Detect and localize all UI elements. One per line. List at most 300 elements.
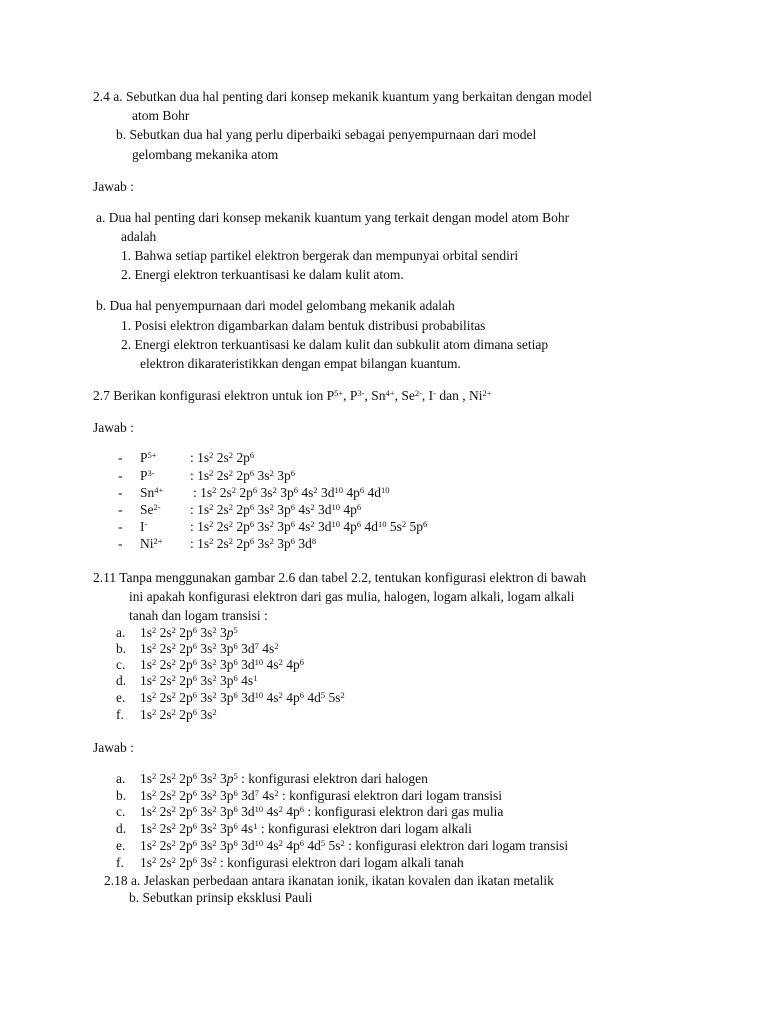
orbital: 3s bbox=[257, 502, 270, 517]
occupancy: 2 bbox=[152, 788, 157, 799]
occupancy: 2 bbox=[228, 519, 234, 530]
item-description: : konfigurasi elektron dari logam transisi bbox=[348, 838, 569, 853]
orbital: 4d bbox=[367, 485, 381, 500]
occupancy: 10 bbox=[254, 804, 264, 815]
orbital: 4s bbox=[298, 502, 311, 517]
orbital: 3s bbox=[200, 855, 213, 870]
occupancy: 6 bbox=[249, 536, 255, 547]
occupancy: 2 bbox=[340, 690, 345, 701]
occupancy: 5 bbox=[233, 625, 238, 636]
occupancy: 10 bbox=[254, 838, 264, 849]
orbital: 2s bbox=[159, 673, 172, 688]
occupancy: 6 bbox=[293, 485, 298, 496]
occupancy: 6 bbox=[192, 707, 198, 718]
item-config bbox=[140, 837, 568, 855]
occupancy: 6 bbox=[249, 502, 255, 513]
orbital: 5s bbox=[328, 838, 341, 853]
item-config bbox=[140, 770, 428, 788]
orbital: 5s bbox=[328, 690, 341, 705]
bullet-dash: - bbox=[118, 502, 123, 517]
ion-config: : $1s^2$ $2s^2$ $2p^6$ $3s^2$ $3p^6$ $3d^8$ bbox=[190, 536, 317, 551]
ion-charge: 3- bbox=[147, 468, 155, 479]
occupancy: 2 bbox=[212, 641, 217, 652]
ion-config: : $1s^2$ $2s^2$ $2p^6$ $3s^2$ $3p^6$ $4s^2$ $3d^{10}$ $4p^6$ $4d^{10}$ bbox=[193, 485, 390, 500]
occupancy: 2 bbox=[310, 519, 315, 530]
occupancy: 2 bbox=[269, 536, 274, 547]
occupancy: 2 bbox=[152, 657, 157, 668]
orbital: 3s bbox=[200, 771, 213, 786]
occupancy: 6 bbox=[233, 838, 238, 849]
item-config bbox=[140, 803, 503, 821]
orbital: 4p bbox=[343, 502, 357, 517]
orbital: 2p bbox=[179, 707, 193, 722]
occupancy: 6 bbox=[233, 657, 238, 668]
occupancy: 6 bbox=[252, 485, 258, 496]
orbital: 4s bbox=[266, 690, 279, 705]
orbital: 2p bbox=[179, 673, 193, 688]
orbital: 2p bbox=[236, 519, 250, 534]
orbital: 2s bbox=[159, 657, 172, 672]
occupancy: 2 bbox=[209, 468, 214, 479]
occupancy: 6 bbox=[422, 519, 428, 530]
ion-charge: 2- bbox=[153, 502, 161, 513]
a24-b-line1: b. Dua hal penyempurnaan dari model gelombang mekanik adalah bbox=[96, 298, 455, 313]
orbital: 2p bbox=[236, 450, 250, 465]
ion-symbol bbox=[140, 518, 147, 536]
occupancy: 2 bbox=[310, 502, 315, 513]
orbital: 3d bbox=[298, 536, 312, 551]
occupancy: 2 bbox=[152, 707, 157, 718]
occupancy: 10 bbox=[380, 485, 390, 496]
orbital: 1s bbox=[140, 673, 153, 688]
occupancy: 2 bbox=[340, 838, 345, 849]
orbital: 2s bbox=[159, 804, 172, 819]
occupancy: 6 bbox=[299, 804, 304, 815]
item-config bbox=[140, 672, 257, 690]
occupancy: 2 bbox=[171, 771, 176, 782]
item-description: : konfigurasi elektron dari halogen bbox=[241, 771, 428, 786]
occupancy: 5 bbox=[320, 838, 326, 849]
orbital: 1s bbox=[197, 502, 210, 517]
orbital: 1s bbox=[140, 838, 153, 853]
orbital: 2s bbox=[159, 690, 172, 705]
occupancy: 6 bbox=[233, 690, 238, 701]
orbital: 3s bbox=[200, 641, 213, 656]
orbital: 3p bbox=[277, 502, 291, 517]
orbital: 2p bbox=[179, 788, 193, 803]
occupancy: 2 bbox=[401, 519, 407, 530]
occupancy: 6 bbox=[356, 502, 362, 513]
occupancy: 6 bbox=[192, 690, 198, 701]
occupancy: 2 bbox=[152, 641, 157, 652]
orbital: 1s bbox=[197, 519, 210, 534]
orbital: 4s bbox=[266, 657, 279, 672]
orbital: 2s bbox=[216, 450, 229, 465]
item-letter: f. bbox=[116, 855, 124, 870]
occupancy: 2 bbox=[228, 468, 234, 479]
occupancy: 7 bbox=[254, 641, 259, 652]
orbital: 1s bbox=[140, 707, 153, 722]
occupancy: 2 bbox=[228, 536, 234, 547]
orbital: 3s bbox=[257, 536, 270, 551]
orbital: 3s bbox=[200, 690, 213, 705]
item-letter: c. bbox=[116, 657, 126, 672]
item-config bbox=[140, 706, 217, 724]
orbital: 3s bbox=[200, 707, 213, 722]
a24-a-item2: 2. Energi elektron terkuantisasi ke dalam kulit atom. bbox=[121, 267, 404, 282]
occupancy: 2 bbox=[171, 804, 176, 815]
occupancy: 10 bbox=[254, 690, 264, 701]
occupancy: 2 bbox=[231, 485, 237, 496]
jawab-label: Jawab : bbox=[93, 179, 134, 194]
bullet-dash: - bbox=[118, 536, 123, 551]
ion-symbol bbox=[140, 535, 163, 553]
orbital: 3d bbox=[317, 502, 332, 517]
ion-symbol bbox=[140, 449, 157, 467]
orbital: 3p bbox=[220, 625, 234, 640]
orbital: 3p bbox=[220, 690, 234, 705]
ion-charge: 4+ bbox=[154, 485, 164, 496]
orbital: 3p bbox=[277, 468, 291, 483]
occupancy: 2 bbox=[152, 855, 157, 866]
occupancy: 5 bbox=[233, 771, 238, 782]
item-letter: a. bbox=[116, 625, 126, 640]
occupancy: 6 bbox=[249, 519, 255, 530]
orbital: 1s bbox=[140, 821, 153, 836]
ion-element: P bbox=[140, 450, 148, 465]
item-letter: e. bbox=[116, 838, 126, 853]
orbital: 2s bbox=[159, 641, 172, 656]
orbital: 3s bbox=[257, 468, 270, 483]
orbital: 4d bbox=[307, 838, 321, 853]
ion-config: : $1s^2$ $2s^2$ $2p^6$ $3s^2$ $3p^6$ $4s^2$ $3d^{10}$ $4p^6$ $4d^{10}$ $5s^2$ $5p^6$ bbox=[190, 519, 428, 534]
ion-symbol bbox=[140, 467, 155, 485]
orbital: 4p bbox=[346, 485, 360, 500]
ion-config: : $1s^2$ $2s^2$ $2p^6$ $3s^2$ $3p^6$ $4s^2$ $3d^{10}$ $4p^6$ bbox=[190, 502, 362, 517]
occupancy: 2 bbox=[171, 690, 176, 701]
occupancy: 2 bbox=[212, 657, 217, 668]
orbital: 3d bbox=[317, 519, 332, 534]
occupancy: 2 bbox=[152, 625, 157, 636]
occupancy: 2 bbox=[228, 450, 234, 461]
occupancy: 2 bbox=[209, 536, 214, 547]
orbital: 3p bbox=[220, 657, 234, 672]
item-description: : konfigurasi elektron dari logam transisi bbox=[281, 788, 503, 803]
bullet-dash: - bbox=[118, 450, 123, 465]
orbital: 1s bbox=[140, 771, 153, 786]
orbital: 4p bbox=[286, 804, 300, 819]
orbital: 4s bbox=[298, 519, 311, 534]
orbital: 3d bbox=[241, 788, 255, 803]
a24-b-item1: 1. Posisi elektron digambarkan dalam bentuk distribusi probabilitas bbox=[121, 318, 486, 333]
occupancy: 10 bbox=[334, 485, 343, 496]
orbital: 4d bbox=[307, 690, 321, 705]
occupancy: 2 bbox=[152, 838, 157, 849]
occupancy: 6 bbox=[192, 804, 198, 815]
occupancy: 2 bbox=[152, 673, 157, 684]
ion-config: : $1s^2$ $2s^2$ $2p^6$ bbox=[190, 450, 255, 465]
ion-element: I bbox=[140, 519, 145, 534]
orbital: 1s bbox=[140, 804, 153, 819]
occupancy: 2 bbox=[278, 657, 283, 668]
occupancy: 10 bbox=[377, 519, 387, 530]
orbital: 2p bbox=[179, 804, 193, 819]
orbital: 1s bbox=[140, 788, 153, 803]
a24-a-line1: a. Dua hal penting dari konsep mekanik kuantum yang terkait dengan model atom Bohr bbox=[96, 210, 570, 225]
orbital: 5p bbox=[409, 519, 423, 534]
occupancy: 2 bbox=[171, 625, 176, 636]
item-config bbox=[140, 689, 345, 707]
orbital: 2p bbox=[179, 821, 193, 836]
orbital: 2s bbox=[159, 707, 172, 722]
item-letter: d. bbox=[116, 821, 127, 836]
occupancy: 2 bbox=[272, 485, 277, 496]
orbital: 3s bbox=[200, 625, 213, 640]
ion-element: Sn bbox=[140, 485, 155, 500]
orbital: 3p bbox=[220, 788, 234, 803]
occupancy: 6 bbox=[290, 468, 295, 479]
orbital: 4d bbox=[364, 519, 378, 534]
orbital: 3p bbox=[220, 641, 234, 656]
orbital: 2s bbox=[159, 771, 172, 786]
occupancy: 2 bbox=[212, 821, 217, 832]
occupancy: 2 bbox=[212, 804, 217, 815]
occupancy: 2 bbox=[209, 450, 214, 461]
item-description: : konfigurasi elektron dari logam alkali tanah bbox=[220, 855, 464, 870]
orbital: 3s bbox=[200, 838, 213, 853]
occupancy: 6 bbox=[192, 625, 198, 636]
occupancy: 2 bbox=[269, 502, 274, 513]
occupancy: 6 bbox=[359, 485, 365, 496]
orbital: 2s bbox=[159, 788, 172, 803]
orbital: 3s bbox=[257, 519, 270, 534]
orbital: 2s bbox=[219, 485, 232, 500]
orbital: 3d bbox=[241, 657, 255, 672]
occupancy: 6 bbox=[192, 771, 198, 782]
ion-symbol bbox=[140, 501, 161, 519]
occupancy: 2 bbox=[278, 804, 283, 815]
occupancy: 2 bbox=[171, 707, 176, 718]
orbital: 1s bbox=[140, 690, 153, 705]
orbital: 1s bbox=[200, 485, 213, 500]
item-description: : konfigurasi elektron dari logam alkali bbox=[260, 821, 472, 836]
bullet-dash: - bbox=[118, 468, 123, 483]
item-letter: f. bbox=[116, 707, 124, 722]
orbital: 2s bbox=[216, 519, 229, 534]
occupancy: 6 bbox=[192, 641, 198, 652]
a24-b-item2-cont: elektron dikarateristikkan dengan empat bilangan kuantum. bbox=[140, 356, 461, 371]
occupancy: 2 bbox=[212, 625, 217, 636]
item-description: : konfigurasi elektron dari gas mulia bbox=[307, 804, 504, 819]
item-letter: b. bbox=[116, 641, 127, 656]
ion-charge: - bbox=[144, 519, 148, 530]
occupancy: 6 bbox=[192, 838, 198, 849]
occupancy: 2 bbox=[152, 821, 157, 832]
occupancy: 2 bbox=[274, 641, 279, 652]
orbital: 4s bbox=[262, 641, 275, 656]
occupancy: 2 bbox=[212, 485, 217, 496]
item-letter: d. bbox=[116, 673, 127, 688]
jawab-label: Jawab : bbox=[93, 740, 134, 755]
orbital: 2p bbox=[179, 690, 193, 705]
orbital: 2p bbox=[236, 536, 250, 551]
occupancy: 2 bbox=[212, 707, 217, 718]
occupancy: 2 bbox=[171, 673, 176, 684]
orbital: 3p bbox=[220, 804, 234, 819]
jawab-label: Jawab : bbox=[93, 420, 134, 435]
orbital: 2p bbox=[179, 771, 193, 786]
orbital: 3d bbox=[241, 690, 255, 705]
occupancy: 6 bbox=[233, 788, 238, 799]
occupancy: 6 bbox=[290, 502, 295, 513]
item-letter: e. bbox=[116, 690, 126, 705]
orbital: 2s bbox=[216, 502, 229, 517]
occupancy: 2 bbox=[269, 468, 274, 479]
q24-line1: 2.4 a. Sebutkan dua hal penting dari konsep mekanik kuantum yang berkaitan dengan model bbox=[93, 89, 592, 104]
orbital: 2s bbox=[159, 625, 172, 640]
orbital: 3p bbox=[220, 821, 234, 836]
orbital: 3d bbox=[320, 485, 335, 500]
orbital: 3s bbox=[200, 673, 213, 688]
q24-line3: b. Sebutkan dua hal yang perlu diperbaiki sebagai penyempurnaan dari model bbox=[116, 127, 537, 142]
orbital: 4p bbox=[343, 519, 357, 534]
occupancy: 6 bbox=[249, 468, 255, 479]
occupancy: 2 bbox=[228, 502, 234, 513]
orbital: 3d bbox=[241, 641, 255, 656]
orbital: 1s bbox=[140, 625, 153, 640]
occupancy: 2 bbox=[212, 855, 217, 866]
occupancy: 2 bbox=[209, 519, 214, 530]
orbital: 2p bbox=[179, 657, 193, 672]
occupancy: 2 bbox=[171, 788, 176, 799]
occupancy: 2 bbox=[152, 771, 157, 782]
occupancy: 2 bbox=[212, 838, 217, 849]
q24-line4: gelombang mekanika atom bbox=[132, 147, 279, 162]
orbital: 3s bbox=[200, 788, 213, 803]
orbital: 1s bbox=[140, 855, 153, 870]
occupancy: 2 bbox=[171, 641, 176, 652]
item-config bbox=[140, 854, 464, 872]
q24-line2: atom Bohr bbox=[132, 108, 190, 123]
ion-symbol bbox=[140, 484, 163, 502]
bullet-dash: - bbox=[118, 519, 123, 534]
orbital: 2p bbox=[179, 855, 193, 870]
occupancy: 6 bbox=[233, 641, 238, 652]
occupancy: 10 bbox=[331, 502, 340, 513]
orbital: 3p bbox=[220, 838, 234, 853]
occupancy: 7 bbox=[254, 788, 259, 799]
q211-line1: 2.11 Tanpa menggunakan gambar 2.6 dan tabel 2.2, tentukan konfigurasi elektron di bawah bbox=[93, 570, 587, 585]
occupancy: 6 bbox=[299, 838, 304, 849]
orbital: 3p bbox=[277, 536, 291, 551]
occupancy: 6 bbox=[299, 657, 304, 668]
orbital: 3s bbox=[200, 804, 213, 819]
occupancy: 2 bbox=[278, 690, 283, 701]
a24-b-item2: 2. Energi elektron terkuantisasi ke dalam kulit dan subkulit atom dimana setiap bbox=[121, 337, 549, 352]
occupancy: 2 bbox=[209, 502, 214, 513]
occupancy: 2 bbox=[152, 804, 157, 815]
occupancy: 10 bbox=[254, 657, 264, 668]
orbital: 4s bbox=[301, 485, 314, 500]
occupancy: 6 bbox=[290, 519, 295, 530]
orbital: 4s bbox=[266, 838, 279, 853]
ion-charge: 2+ bbox=[153, 536, 163, 547]
orbital: 1s bbox=[197, 536, 210, 551]
orbital: 3d bbox=[241, 804, 255, 819]
orbital: 2p bbox=[179, 838, 193, 853]
orbital: 2s bbox=[159, 821, 172, 836]
q218-line1: 2.18 a. Jelaskan perbedaan antara ikanatan ionik, ikatan kovalen dan ikatan metalik bbox=[104, 873, 554, 888]
occupancy: 6 bbox=[233, 821, 238, 832]
orbital: 1s bbox=[140, 641, 153, 656]
occupancy: 5 bbox=[320, 690, 326, 701]
q218-line2: b. Sebutkan prinsip eksklusi Pauli bbox=[129, 890, 313, 905]
occupancy: 2 bbox=[212, 788, 217, 799]
occupancy: 1 bbox=[253, 673, 258, 684]
a24-a-item1: 1. Bahwa setiap partikel elektron bergerak dan mempunyai orbital sendiri bbox=[121, 248, 519, 263]
occupancy: 2 bbox=[212, 673, 217, 684]
occupancy: 6 bbox=[290, 536, 295, 547]
orbital: 3p bbox=[277, 519, 291, 534]
occupancy: 2 bbox=[274, 788, 279, 799]
q211-line2: ini apakah konfigurasi elektron dari gas mulia, halogen, logam alkali, logam alkali bbox=[129, 589, 575, 604]
occupancy: 2 bbox=[269, 519, 274, 530]
occupancy: 2 bbox=[212, 771, 217, 782]
occupancy: 6 bbox=[192, 788, 198, 799]
orbital: 1s bbox=[140, 657, 153, 672]
orbital: 4s bbox=[262, 788, 275, 803]
orbital: 1s bbox=[197, 468, 210, 483]
orbital: 3p bbox=[280, 485, 294, 500]
orbital: 2p bbox=[179, 625, 193, 640]
ion-element: P bbox=[140, 468, 148, 483]
occupancy: 2 bbox=[152, 690, 157, 701]
orbital: 2p bbox=[179, 641, 193, 656]
occupancy: 6 bbox=[233, 673, 238, 684]
occupancy: 1 bbox=[253, 821, 258, 832]
orbital: 4p bbox=[286, 838, 300, 853]
orbital: 3p bbox=[220, 771, 234, 786]
orbital: 3d bbox=[241, 838, 255, 853]
occupancy: 10 bbox=[331, 519, 340, 530]
occupancy: 2 bbox=[171, 838, 176, 849]
orbital: 1s bbox=[197, 450, 210, 465]
orbital: 2p bbox=[236, 468, 250, 483]
occupancy: 6 bbox=[192, 821, 198, 832]
orbital: 2p bbox=[236, 502, 250, 517]
occupancy: 6 bbox=[192, 657, 198, 668]
orbital: 5s bbox=[389, 519, 402, 534]
orbital: 2s bbox=[159, 855, 172, 870]
orbital: 3s bbox=[260, 485, 273, 500]
occupancy: 6 bbox=[192, 855, 198, 866]
orbital: 2s bbox=[216, 536, 229, 551]
occupancy: 2 bbox=[212, 690, 217, 701]
occupancy: 2 bbox=[171, 855, 176, 866]
item-letter: c. bbox=[116, 804, 126, 819]
orbital: 4p bbox=[286, 657, 300, 672]
occupancy: 2 bbox=[278, 838, 283, 849]
occupancy: 2 bbox=[171, 657, 176, 668]
orbital: 4p bbox=[286, 690, 300, 705]
q211-line3: tanah dan logam transisi : bbox=[129, 608, 268, 623]
orbital: 4s bbox=[241, 673, 254, 688]
occupancy: 2 bbox=[313, 485, 318, 496]
orbital: 2p bbox=[239, 485, 253, 500]
orbital: 2s bbox=[216, 468, 229, 483]
occupancy: 6 bbox=[233, 804, 238, 815]
occupancy: 6 bbox=[249, 450, 255, 461]
